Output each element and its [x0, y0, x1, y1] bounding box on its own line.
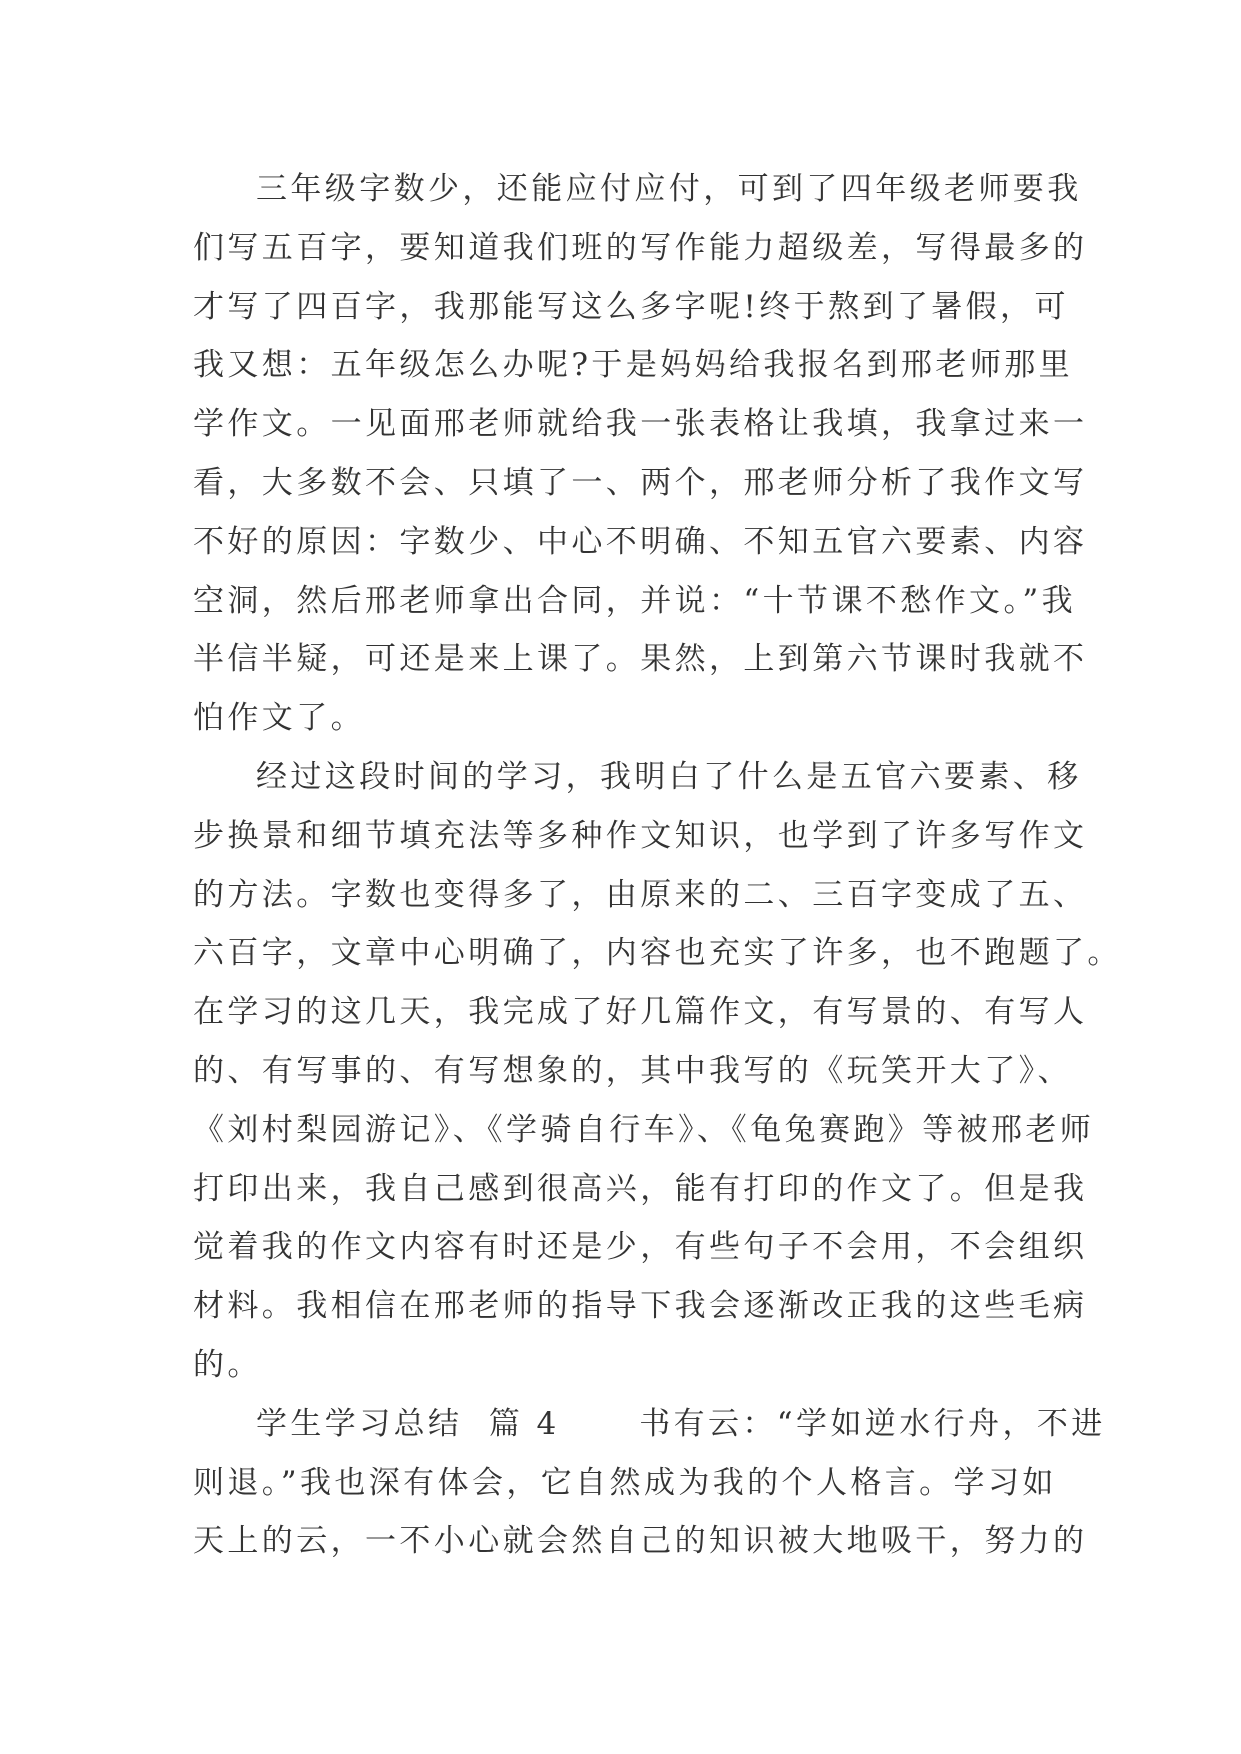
text-line: 的、有写事的、有写想象的，其中我写的《玩笑开大了》、: [193, 1052, 1072, 1089]
text-line: 则退。”我也深有体会，它自然成为我的个人格言。学习如: [193, 1464, 1057, 1501]
text-line: 才写了四百字，我那能写这么多字呢!终于熬到了暑假，可: [193, 288, 1069, 325]
text-line: 半信半疑，可还是来上课了。果然，上到第六节课时我就不: [193, 641, 1088, 678]
text-line: 《刘村梨园游记》、《学骑自行车》、《龟兔赛跑》等被邢老师: [193, 1111, 1095, 1148]
text-line: 材料。我相信在邢老师的指导下我会逐渐改正我的这些毛病: [193, 1288, 1088, 1325]
text-line: 步换景和细节填充法等多种作文知识，也学到了许多写作文: [193, 817, 1088, 854]
text-line: 打印出来，我自己感到很高兴，能有打印的作文了。但是我: [193, 1170, 1088, 1207]
text-line: 看，大多数不会、只填了一、两个，邢老师分析了我作文写: [193, 464, 1088, 501]
text-line: 们写五百字，要知道我们班的写作能力超级差，写得最多的: [193, 229, 1088, 266]
text-line: 的方法。字数也变得多了，由原来的二、三百字变成了五、: [193, 876, 1088, 913]
text-line: 学作文。一见面邢老师就给我一张表格让我填，我拿过来一: [193, 406, 1088, 443]
text-line: 六百字，文章中心明确了，内容也充实了许多，也不跑题了。: [193, 935, 1122, 972]
text-line: 经过这段时间的学习，我明白了什么是五官六要素、移: [256, 758, 1082, 795]
text-line: 不好的原因：字数少、中心不明确、不知五官六要素、内容: [193, 523, 1088, 560]
text-line: 觉着我的作文内容有时还是少，有些句子不会用，不会组织: [193, 1229, 1088, 1266]
text-line: 怕作文了。: [193, 700, 365, 737]
document-body: [193, 160, 1122, 1571]
text-line: 我又想：五年级怎么办呢?于是妈妈给我报名到邢老师那里: [193, 347, 1074, 384]
text-line: 三年级字数少，还能应付应付，可到了四年级老师要我: [256, 171, 1082, 207]
text-line: 在学习的这几天，我完成了好几篇作文，有写景的、有写人: [193, 994, 1088, 1031]
text-line: 的。: [193, 1346, 262, 1383]
text-line: 天上的云，一不小心就会然自己的知识被大地吸干，努力的: [193, 1523, 1088, 1560]
text-line: 空洞，然后邢老师拿出合同，并说：“十节课不愁作文。”我: [193, 582, 1076, 619]
text-line: 学生学习总结 篇 4 书有云：“学如逆水行舟，不进: [256, 1405, 1106, 1442]
